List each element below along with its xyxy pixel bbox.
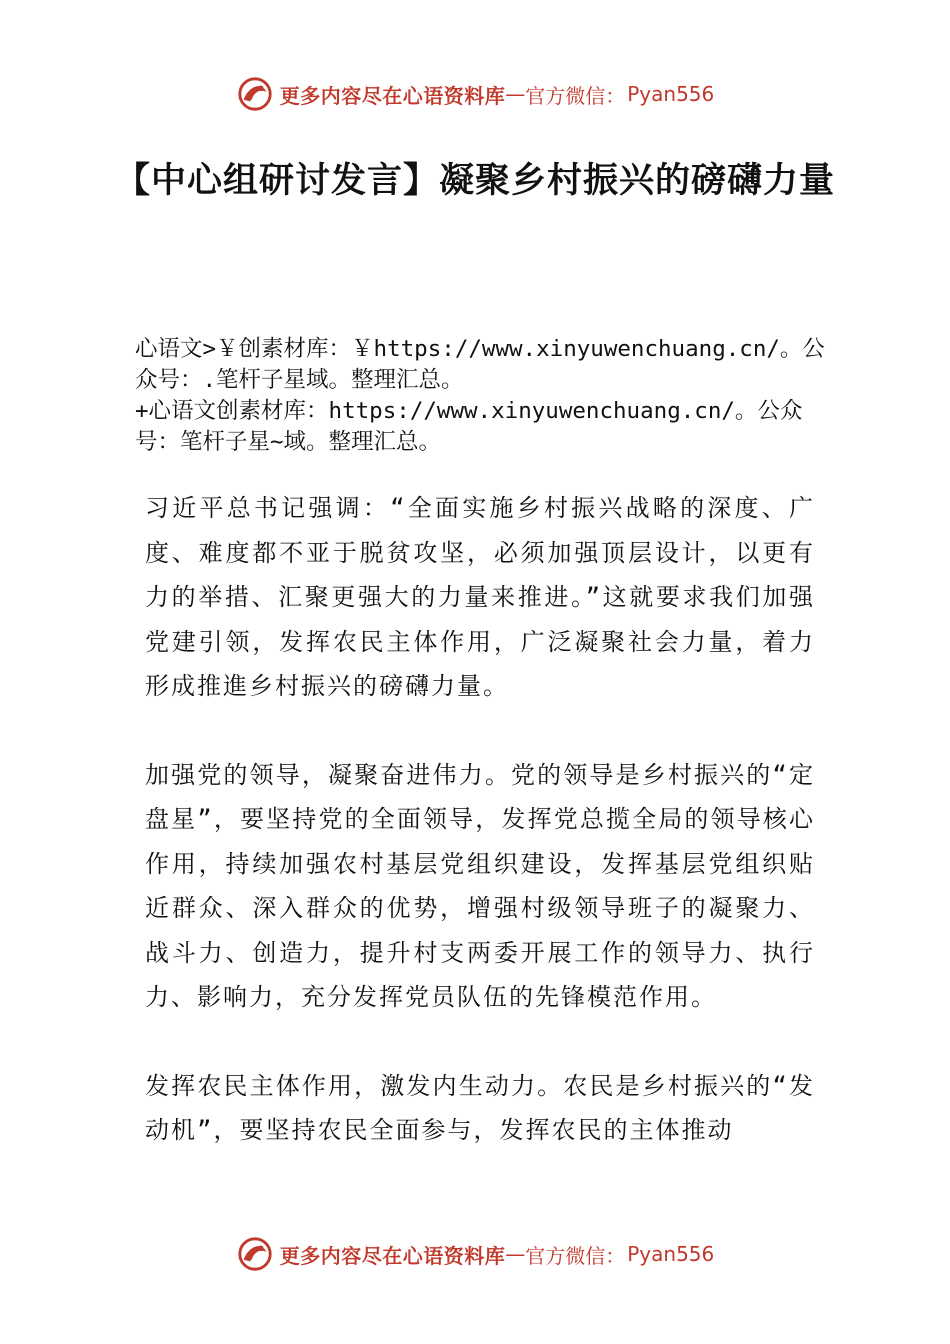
- header-banner-text: 更多内容尽在心语资料库: [279, 83, 506, 108]
- red-swirl-logo-icon: [236, 1235, 274, 1273]
- header-banner: [0, 72, 950, 116]
- footer-wechat-id: Pyan556: [627, 1242, 715, 1266]
- source-block: [135, 334, 835, 458]
- source-line-1: 心语文>￥创素材库：￥https://www.xinyuwenchuang.cn/。公众号：.笔杆子星域。整理汇总。: [135, 336, 825, 393]
- source-line-2: +心语文创素材库：https://www.xinyuwenchuang.cn/。公众号：笔杆子星~域。整理汇总。: [135, 398, 803, 455]
- footer-wechat-label: 官方微信：: [525, 1243, 626, 1268]
- header-banner-separator: —: [505, 82, 526, 106]
- document-title: 【中心组研讨发言】凝聚乡村振兴的磅礴力量: [114, 161, 835, 201]
- header-wechat-label: 官方微信：: [525, 83, 626, 108]
- header-wechat-id: Pyan556: [627, 82, 715, 106]
- paragraph-1: 习近平总书记强调：“全面实施乡村振兴战略的深度、广度、难度都不亚于脱贫攻坚，必须加强顶层设计，以更有力的举措、汇聚更强大的力量来推进。”这就要求我们加强党建引领，发挥农民主体作用，广泛凝聚社会力量，着力形成推進乡村振兴的磅礴力量。: [145, 494, 815, 700]
- document-body: [145, 486, 815, 1197]
- footer-banner-separator: —: [505, 1242, 526, 1266]
- paragraph-2: 加强党的领导，凝聚奋进伟力。党的领导是乡村振兴的“定盘星”，要坚持党的全面领导，发挥党总揽全局的领导核心作用，持续加强农村基层党组织建设，发挥基层党组织贴近群众、深入群众的优势，增强村级领导班子的凝聚力、战斗力、创造力，提升村支两委开展工作的领导力、执行力、影响力，充分发挥党员队伍的先锋模范作用。: [145, 760, 815, 1011]
- footer-banner-text: 更多内容尽在心语资料库: [279, 1243, 506, 1268]
- red-swirl-logo-icon: [236, 75, 274, 113]
- paragraph-3: 发挥农民主体作用，激发内生动力。农民是乡村振兴的“发动机”，要坚持农民全面参与，发挥农民的主体推动: [145, 1071, 815, 1144]
- footer-banner: [0, 1232, 950, 1276]
